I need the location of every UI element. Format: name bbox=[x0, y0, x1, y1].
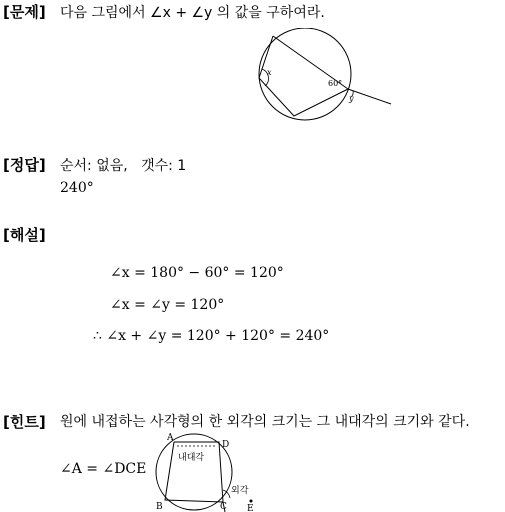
circumcircle bbox=[259, 28, 351, 120]
problem-tag: [문제] bbox=[3, 3, 46, 21]
solution-line-3: ∴ ∠x + ∠y = 120° + 120° = 240° bbox=[93, 328, 330, 344]
label-outer-angle: 외각 bbox=[231, 486, 249, 496]
point-e bbox=[250, 500, 253, 503]
answer-meta: 순서: 없음, 갯수: 1 bbox=[60, 158, 187, 174]
label-c: C bbox=[220, 502, 227, 512]
label-b: B bbox=[156, 502, 163, 512]
label-d: D bbox=[222, 440, 230, 450]
extension-line bbox=[348, 89, 391, 104]
label-inner-angle: 내대각 bbox=[178, 453, 205, 463]
answer-tag: [정답] bbox=[3, 156, 46, 174]
problem-text: 다음 그림에서 ∠x + ∠y 의 값을 구하여라. bbox=[60, 5, 325, 21]
solution-tag: [해설] bbox=[3, 226, 46, 244]
answer-value: 240° bbox=[60, 180, 94, 196]
hint-equation: ∠A = ∠DCE bbox=[60, 461, 147, 477]
hint-quadrilateral bbox=[165, 442, 223, 502]
label-e: E bbox=[247, 504, 254, 512]
hint-text: 원에 내접하는 사각형의 한 외각의 크기는 그 내대각의 크기와 같다. bbox=[60, 414, 470, 430]
solution-line-2: ∠x = ∠y = 120° bbox=[110, 297, 225, 313]
label-a: A bbox=[167, 433, 174, 443]
hint-figure bbox=[150, 430, 265, 512]
label-60-deg: 60° bbox=[328, 79, 343, 88]
label-x: x bbox=[267, 68, 272, 77]
problem-figure bbox=[250, 28, 400, 123]
hint-tag: [힌트] bbox=[3, 413, 46, 431]
label-y: y bbox=[349, 94, 354, 103]
inscribed-quadrilateral bbox=[259, 36, 348, 116]
solution-line-1: ∠x = 180° − 60° = 120° bbox=[110, 265, 284, 281]
